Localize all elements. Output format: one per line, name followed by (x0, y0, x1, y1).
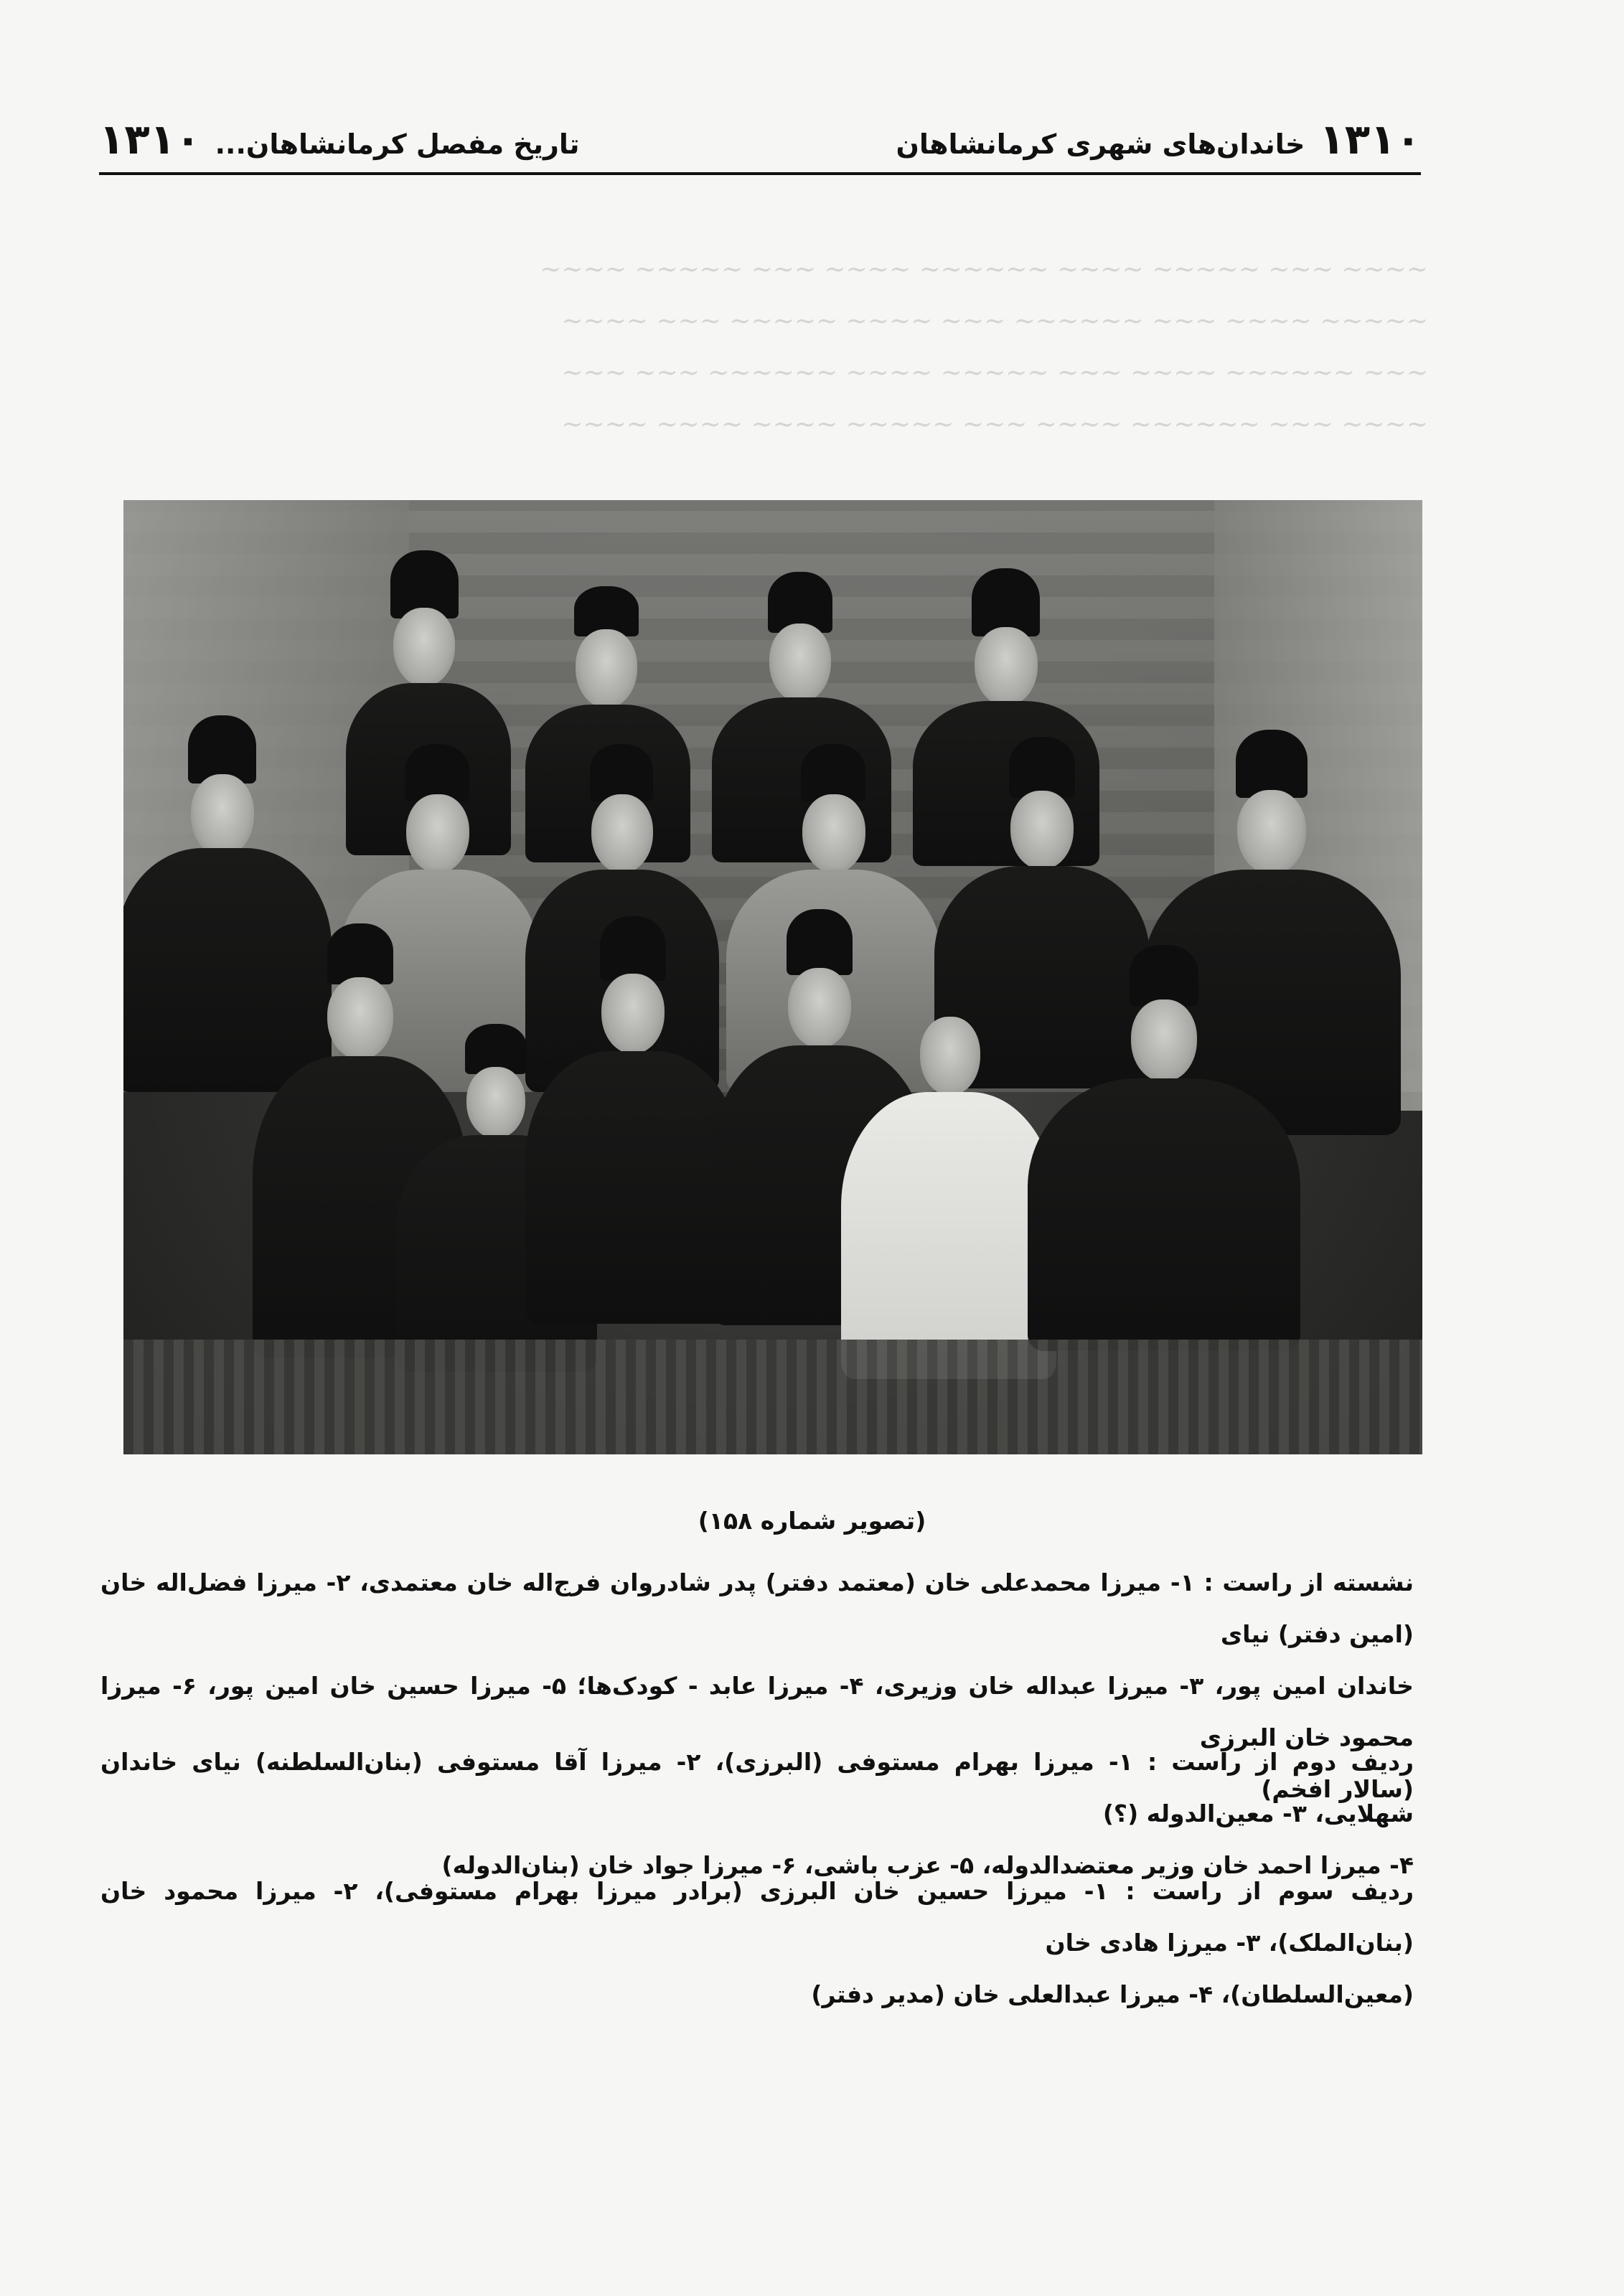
caption-line: (معین‌السلطان)، ۴- میرزا عبدالعلی خان (مدیر دفتر) (811, 1980, 1414, 2008)
running-header (99, 108, 1421, 179)
caption-line: ردیف دوم از راست : ۱- میرزا بهرام مستوفی (البرزی)، ۲- میرزا آقا مستوفی (بنان‌السلطنه) نیای خاندان شهلایی، ۳- معین‌الدوله (؟) (100, 1748, 1414, 1827)
running-title-left: تاریخ مفصل کرمانشاهان... (215, 128, 580, 160)
person-figure (841, 1017, 1056, 1375)
show-through-texture: ~~~~ ~~~ ~~~~~ ~~~~ ~~~~~~ ~~~~ ~~~ ~~~~~ ~~~~ ~~~~~ ~~~~ ~~~ ~~~~~~ ~~~ ~~~~ ~~~~~ ~~~ ~~~~ ~~~ ~~~~~~ ~~~~ ~~~ ~~~~~ ~~~~ ~~~~~~ ~~~ ~~~ ~~~~ ~~~ ~~~~~~ ~~~~ ~~~ ~~~~~ ~~~~ ~~~~ ~~~~ (540, 255, 1428, 439)
header-left (99, 115, 579, 164)
header-right (896, 115, 1421, 164)
person-figure (1028, 945, 1300, 1347)
photo-caption-number: (تصویر شماره ۱۵۸) (698, 1507, 926, 1535)
caption-line: نشسته از راست : ۱- میرزا محمدعلی خان (معتمد دفتر) پدر شادروان فرج‌اله خان معتمدی، ۲- میرزا فضل‌اله خان (امین دفتر) نیای (100, 1568, 1414, 1648)
header-rule (99, 172, 1421, 175)
photo-carpet (123, 1340, 1422, 1454)
person-figure (525, 916, 741, 1318)
group-photograph (123, 500, 1422, 1454)
caption-line: ردیف سوم از راست : ۱- میرزا حسین خان البرزی (برادر میرزا بهرام مستوفی)، ۲- میرزا محمود خان (بنان‌الملک)، ۳- میرزا هادی خان (100, 1877, 1414, 1957)
page-number-right: ۱۳۱۰ (1319, 115, 1421, 164)
running-title-right: خاندان‌های شهری کرمانشاهان (896, 128, 1305, 160)
caption-line: خاندان امین پور، ۳- میرزا عبداله خان وزیری، ۴- میرزا عابد - کودک‌ها؛ ۵- میرزا حسین خان امین پور، ۶- میرزا محمود خان البرزی (100, 1672, 1414, 1751)
caption-line: ۴- میرزا احمد خان وزیر معتضدالدوله، ۵- عزب باشی، ۶- میرزا جواد خان (بنان‌الدوله) (441, 1851, 1414, 1879)
caption-line: (سالار افخم) (1261, 1775, 1414, 1803)
caption-third-row (100, 1866, 1414, 2020)
page-number-left: ۱۳۱۰ (99, 115, 201, 164)
